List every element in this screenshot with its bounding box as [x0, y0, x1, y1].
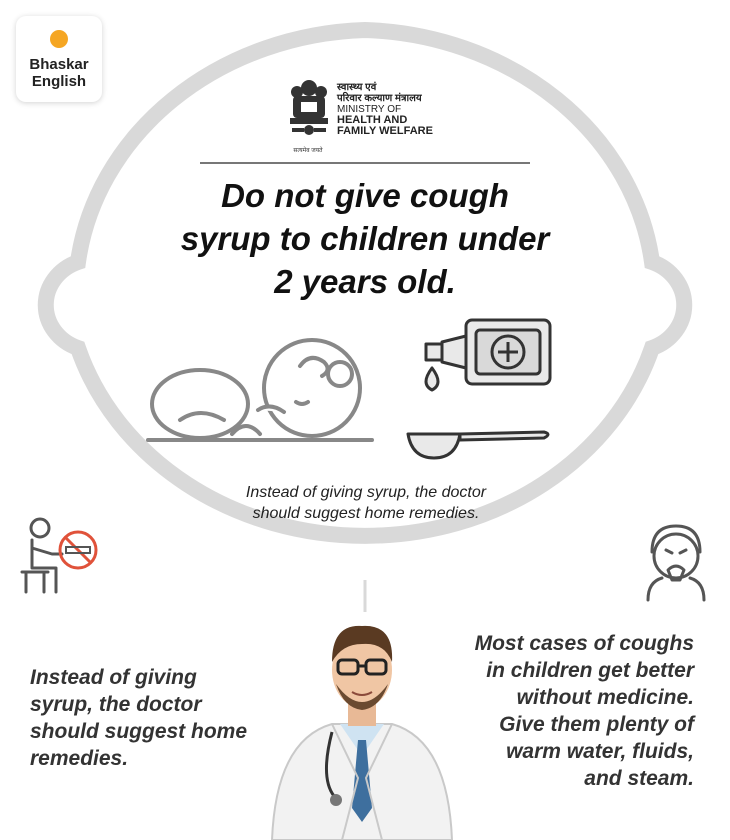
ministry-line2: HEALTH AND — [337, 114, 408, 126]
header-divider — [200, 162, 530, 164]
ministry-title — [337, 82, 467, 137]
bhaskar-logo[interactable] — [16, 16, 102, 102]
no-smoking-icon — [18, 514, 104, 598]
ministry-hindi-line2: परिवार कल्याण मंत्रालय — [337, 93, 422, 104]
right-note: Most cases of coughs in children get better without medicine. Give them plenty of warm water, fluids, and steam. — [474, 632, 694, 790]
emblem-motto: सत्यमेव जयते — [293, 148, 323, 154]
coughing-person-icon — [638, 520, 714, 602]
ministry-line3: FAMILY WELFARE — [337, 125, 433, 137]
doctor-illustration — [262, 608, 462, 840]
sleeping-baby-icon — [140, 326, 380, 448]
left-note: Instead of giving syrup, the doctor should suggest home remedies. — [30, 666, 248, 770]
spoon-icon — [404, 428, 554, 462]
ministry-line1: MINISTRY OF — [337, 104, 402, 115]
national-emblem-icon — [287, 78, 331, 144]
brand-name: Bhaskar — [29, 56, 89, 73]
headline: Do not give cough syrup to children under 2 years old. — [180, 177, 550, 300]
mid-note: Instead of giving syrup, the doctor should suggest home remedies. — [245, 484, 487, 522]
syrup-bottle-icon — [418, 318, 554, 404]
sun-dot-icon — [50, 30, 68, 48]
ministry-hindi-line1: स्वास्थ्य एवं — [337, 82, 377, 93]
brand-subname: English — [31, 73, 87, 90]
